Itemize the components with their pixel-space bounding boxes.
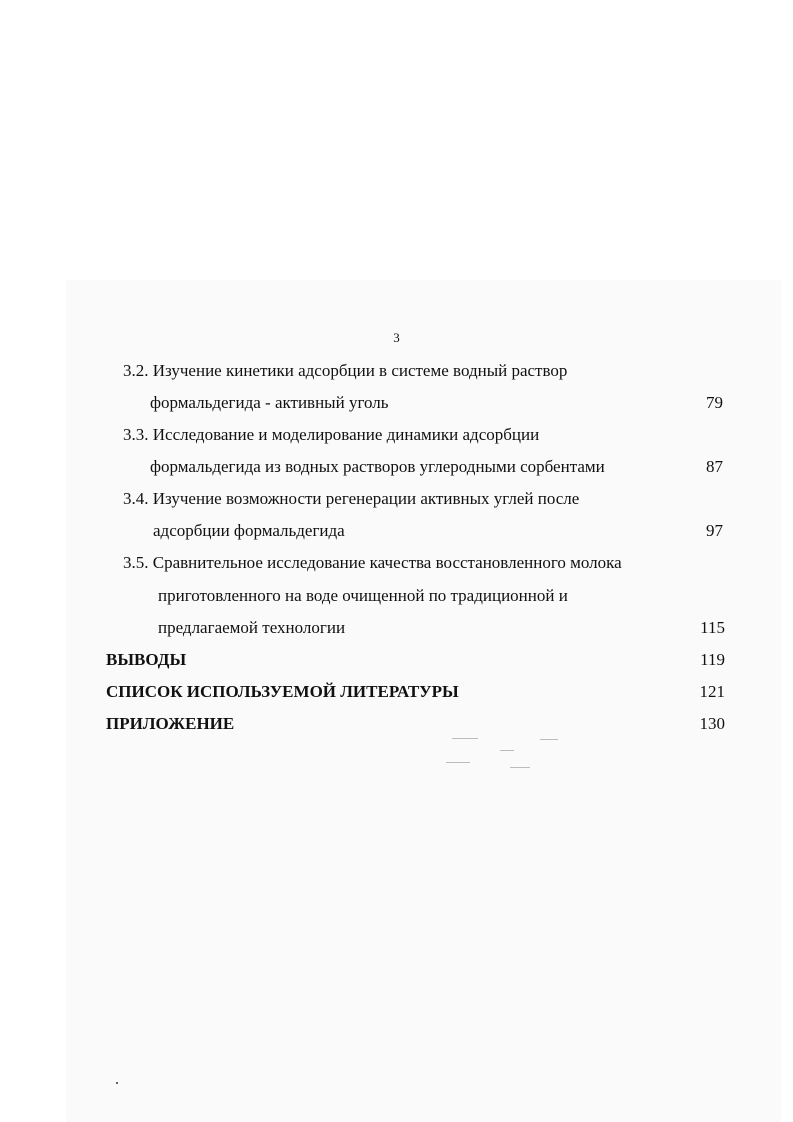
toc-3-2-line-2: формальдегида - активный уголь	[150, 393, 389, 412]
toc-3-2-page: 79	[706, 393, 723, 412]
scan-artifact	[500, 750, 514, 751]
toc-3-3-line-2: формальдегида из водных растворов углеродными сорбентами	[150, 457, 605, 476]
toc-appendix-label: ПРИЛОЖЕНИЕ	[106, 714, 235, 733]
toc-3-3-page: 87	[706, 457, 723, 476]
scan-artifact	[510, 767, 530, 768]
toc-conclusions-page: 119	[700, 650, 725, 669]
toc-3-5-line-1: 3.5. Сравнительное исследование качества восстановленного молока	[123, 553, 622, 572]
scan-artifact	[452, 738, 478, 739]
toc-conclusions-label: ВЫВОДЫ	[106, 650, 187, 669]
page-number: 3	[393, 330, 400, 345]
toc-3-5-line-2: приготовленного на воде очищенной по традиционной и	[158, 586, 568, 605]
scan-dot	[116, 1082, 118, 1084]
toc-references-page: 121	[699, 682, 725, 701]
toc-3-3-line-1: 3.3. Исследование и моделирование динамики адсорбции	[123, 425, 540, 444]
toc-3-4-line-1: 3.4. Изучение возможности регенерации активных углей после	[123, 489, 580, 508]
toc-3-2-line-1: 3.2. Изучение кинетики адсорбции в системе водный раствор	[123, 361, 568, 380]
toc-references-label: СПИСОК ИСПОЛЬЗУЕМОЙ ЛИТЕРАТУРЫ	[106, 682, 459, 701]
scan-artifact	[540, 739, 558, 740]
toc-appendix-page: 130	[699, 714, 725, 733]
toc-3-5-page: 115	[700, 618, 725, 637]
toc-3-5-line-3: предлагаемой технологии	[158, 618, 346, 637]
toc-3-4-line-2: адсорбции формальдегида	[153, 521, 345, 540]
toc-3-4-page: 97	[706, 521, 723, 540]
scan-artifact	[446, 762, 470, 763]
